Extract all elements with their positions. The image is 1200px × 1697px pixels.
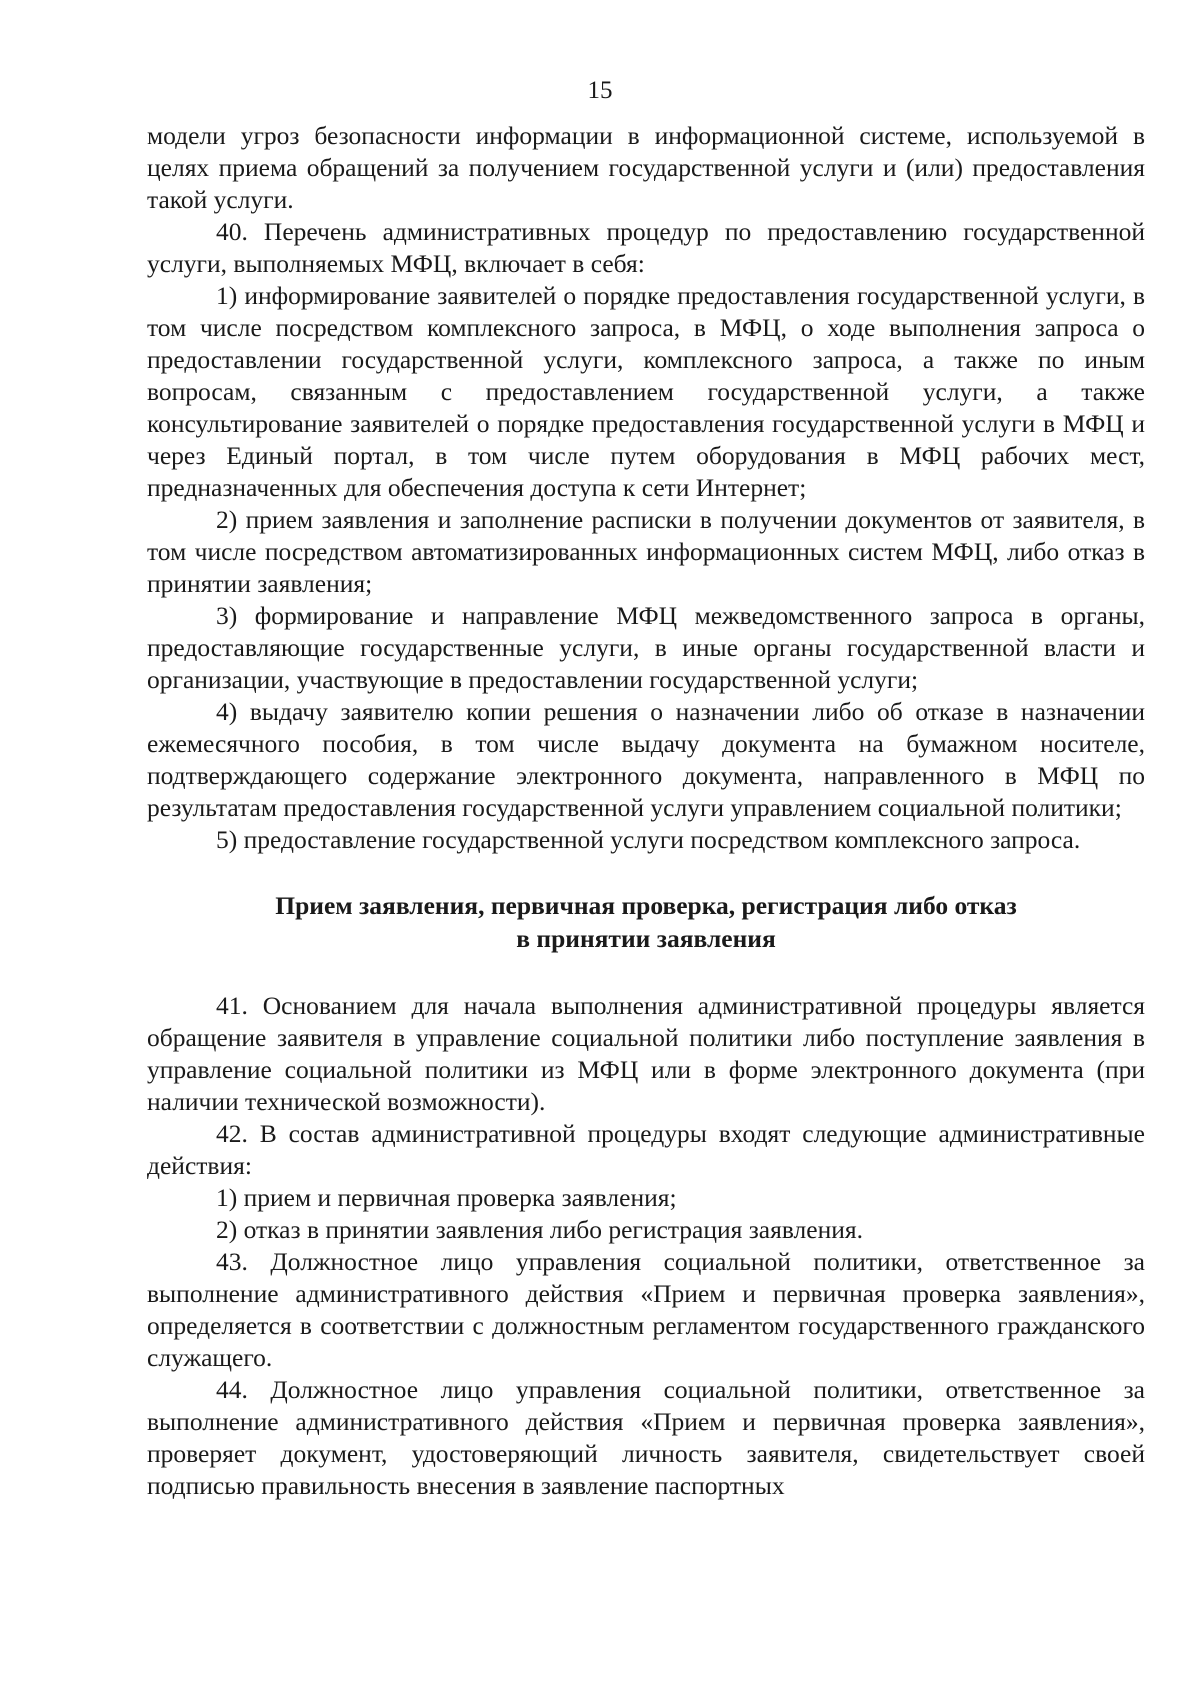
paragraph-42-item-2: 2) отказ в принятии заявления либо регистрация заявления.	[216, 1215, 864, 1244]
document-body	[147, 120, 1145, 1502]
section-heading-line1: Прием заявления, первичная проверка, регистрация либо отказ	[275, 891, 1017, 920]
list-item-4-decision-copy: 4) выдачу заявителю копии решения о назначении либо об отказе в назначении ежемесячного пособия, в том числе выдачу документа на бумажном носителе, подтверждающего содержание электронного документа, направленного в МФЦ по результатам предоставления государственной услуги управлением социальной политики;	[147, 697, 1145, 822]
paragraph-41: 41. Основанием для начала выполнения административной процедуры является обращение заявителя в управление социальной политики либо поступление заявления в управление социальной политики из МФЦ или в форме электронного документа (при наличии технической возможности).	[147, 991, 1145, 1116]
section-heading	[147, 889, 1145, 955]
paragraph-43: 43. Должностное лицо управления социальной политики, ответственное за выполнение административного действия «Прием и первичная проверка заявления», определяется в соответствии с должностным регламентом государственного гражданского служащего.	[147, 1247, 1145, 1372]
list-item-5-complex-request: 5) предоставление государственной услуги посредством комплексного запроса.	[216, 825, 1081, 854]
section-heading-line2: в принятии заявления	[516, 924, 776, 953]
list-item-2-reception: 2) прием заявления и заполнение расписки в получении документов от заявителя, в том числе посредством автоматизированных информационных систем МФЦ, либо отказ в принятии заявления;	[147, 505, 1145, 598]
paragraph-44: 44. Должностное лицо управления социальной политики, ответственное за выполнение административного действия «Прием и первичная проверка заявления», проверяет документ, удостоверяющий личность заявителя, свидетельствует своей подписью правильность внесения в заявление паспортных	[147, 1375, 1145, 1500]
paragraph-threat-model-end: модели угроз безопасности информации в информационной системе, используемой в целях приема обращений за получением государственной услуги и (или) предоставления такой услуги.	[147, 121, 1145, 214]
paragraph-42-item-1: 1) прием и первичная проверка заявления;	[216, 1183, 677, 1212]
page-number: 15	[587, 77, 613, 104]
paragraph-42: 42. В состав административной процедуры входят следующие административные действия:	[147, 1119, 1145, 1180]
paragraph-40: 40. Перечень административных процедур по предоставлению государственной услуги, выполняемых МФЦ, включает в себя:	[147, 217, 1145, 278]
list-item-3-interagency-request: 3) формирование и направление МФЦ межведомственного запроса в органы, предоставляющие государственные услуги, в иные органы государственной власти и организации, участвующие в предоставлении государственной услуги;	[147, 601, 1145, 694]
list-item-1-informing: 1) информирование заявителей о порядке предоставления государственной услуги, в том числе посредством комплексного запроса, в МФЦ, о ходе выполнения запроса о предоставлении государственной услуги, комплексного запроса, а также по иным вопросам, связанным с предоставлением государственной услуги, а также консультирование заявителей о порядке предоставления государственной услуги в МФЦ и через Единый портал, в том числе путем оборудования в МФЦ рабочих мест, предназначенных для обеспечения доступа к сети Интернет;	[147, 281, 1145, 502]
